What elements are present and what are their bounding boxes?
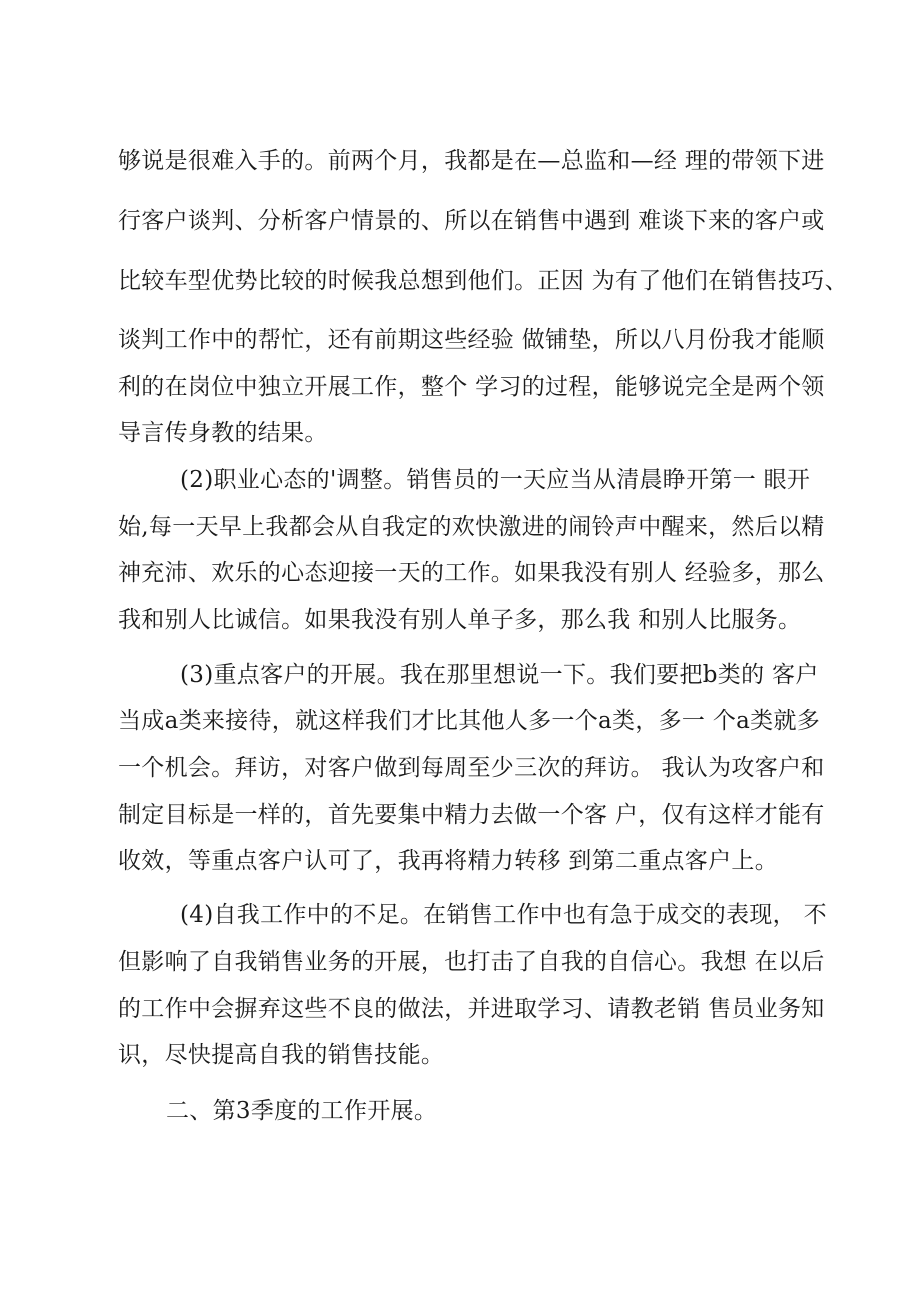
text-line: 利的在岗位中独立开展工作，整个 学习的过程，能够说完全是两个领	[118, 374, 825, 400]
text-line: 识，尽快提高自我的销售技能。	[118, 1042, 445, 1068]
paragraph-2-first-line: (2)职业心态的'调整。销售员的一天应当从清晨睁开第一 眼开	[180, 467, 811, 493]
text-line: 我和别人比诚信。如果我没有别人单子多，那么我 和别人比服务。	[118, 607, 802, 633]
text-line: 比较车型优势比较的时候我总想到他们。正因 为有了他们在销售技巧、	[118, 268, 848, 294]
text-line: 但影响了自我销售业务的开展，也打击了自我的自信心。我想 在以后	[118, 949, 825, 975]
text-line: 行客户谈判、分析客户情景的、所以在销售中遇到 难谈下来的客户或	[118, 208, 825, 234]
text-line: 当成a类来接待，就这样我们才比其他人多一个a类，多一 个a类就多	[118, 708, 821, 734]
text-line: 谈判工作中的帮忙，还有前期这些经验 做铺垫，所以八月份我才能顺	[118, 327, 825, 353]
text-line: 制定目标是一样的，首先要集中精力去做一个客 户，仅有这样才能有	[118, 802, 825, 828]
text-line: 一个机会。拜访，对客户做到每周至少三次的拜访。 我认为攻客户和	[118, 755, 825, 781]
text-line: 的工作中会摒弃这些不良的做法，并进取学习、请教老销 售员业务知	[118, 996, 825, 1022]
text-line: 导言传身教的结果。	[118, 420, 328, 446]
text-line: 够说是很难入手的。前两个月，我都是在—总监和—经 理的带领下进	[118, 148, 825, 174]
paragraph-3-first-line: (3)重点客户的开展。我在那里想说一下。我们要把b类的 客户	[180, 662, 819, 688]
text-line: 神充沛、欢乐的心态迎接一天的工作。如果我没有别人 经验多，那么	[118, 560, 825, 586]
text-line: 收效，等重点客户认可了，我再将精力转移 到第二重点客户上。	[118, 848, 779, 874]
section-heading: 二、第3季度的工作开展。	[166, 1098, 438, 1124]
text-line: 始,每一天早上我都会从自我定的欢快激进的闹铃声中醒来，然后以精	[118, 514, 825, 540]
paragraph-4-first-line: (4)自我工作中的不足。在销售工作中也有急于成交的表现， 不	[180, 902, 827, 928]
